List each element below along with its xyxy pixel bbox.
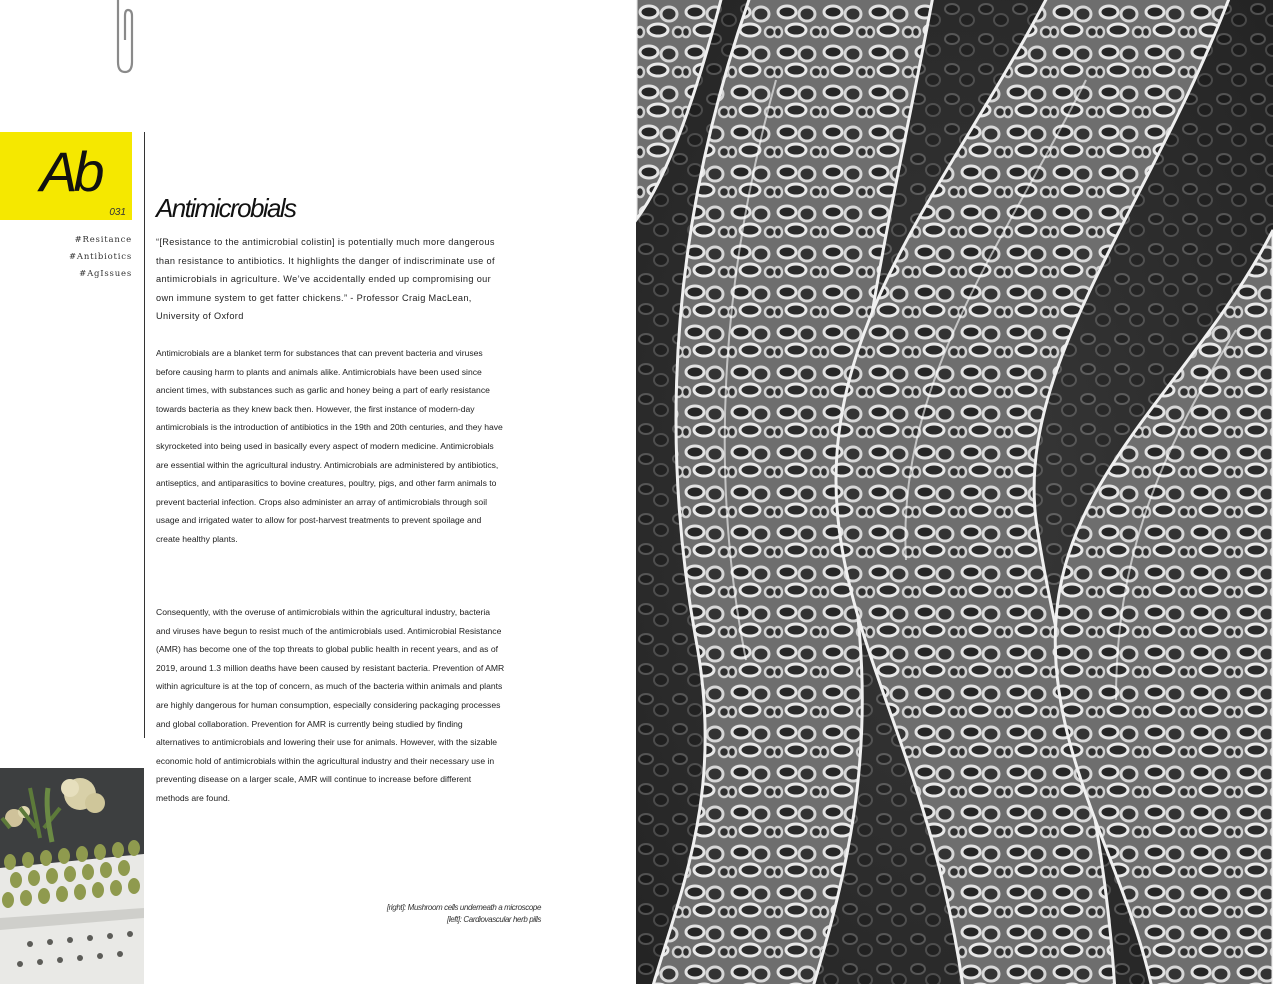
caption-right: [right]: Mushroom cells underneath a microscope xyxy=(386,903,541,912)
tag-item: #Antibiotics xyxy=(68,252,132,262)
body-paragraph: Antimicrobials are a blanket term for substances that can prevent bacteria and viruses before causing harm to plants and animals alike. Antimicrobials have been used since ancient times, with substances such as garlic and honey being a part of early resistance towards bacteria as they knew back then. However, the first instance of modern-day antimicrobials is the introduction of antibiotics in the 19th and 20th centuries, and they have skyrocketed into being used in basically every aspect of modern medicine. Antimicrobials are essential within the agricultural industry. Antimicrobials are administered by antibiotics, antiseptics, and antiparasitics to bovine creatures, poultry, pigs, and other farm animals to prevent bacterial infection. Crops also administer an array of antimicrobials through soil usage and irrigated water to allow for post-harvest treatments to prevent spoilage and create healthy plants. xyxy=(156,348,503,544)
element-number: 031 xyxy=(109,207,126,218)
pull-quote: “[Resistance to the antimicrobial colistin] is potentially much more dangerous than resistance to antibiotics. It highlights the danger of indiscriminate use of antimicrobials in agriculture. We’ve accidentally ended up compromising our own immune system to get fatter chickens.” - Professor Craig MacLean, University of Oxford xyxy=(156,237,495,322)
vertical-divider xyxy=(144,132,145,738)
image-captions xyxy=(387,902,541,926)
herb-pills-photo xyxy=(0,768,144,984)
body-paragraph: Consequently, with the overuse of antimicrobials within the agricultural industry, bacteria and viruses have begun to resist much of the antimicrobials used. Antimicrobial Resistance (AMR) has become one of the top threats to global public health in recent years, and as of 2019, around 1.3 million deaths have been caused by resistant bacteria. Prevention of AMR within agriculture is at the top of concern, as much of the bacteria within animals and plants are highly dangerous for human consumption, especially considering packaging processes and global collaboration. Prevention for AMR is currently being studied by finding alternatives to antimicrobials and lowering their use for animals. However, with the sizable economic hold of antimicrobials within the agricultural industry and their necessary use in preventing disease on a larger scale, AMR will continue to increase before different methods are found. xyxy=(156,607,505,803)
tag-item: #AgIssues xyxy=(79,269,132,279)
tag-list xyxy=(69,232,132,283)
mushroom-cells-micrograph xyxy=(636,0,1273,984)
page-title: Antimicrobials xyxy=(156,193,296,223)
element-symbol-box xyxy=(0,132,132,220)
paperclip-icon xyxy=(108,0,138,78)
caption-left: [left]: Cardiovascular herb pills xyxy=(447,915,541,924)
tag-item: #Resitance xyxy=(74,235,132,245)
element-symbol: Ab xyxy=(40,140,101,203)
